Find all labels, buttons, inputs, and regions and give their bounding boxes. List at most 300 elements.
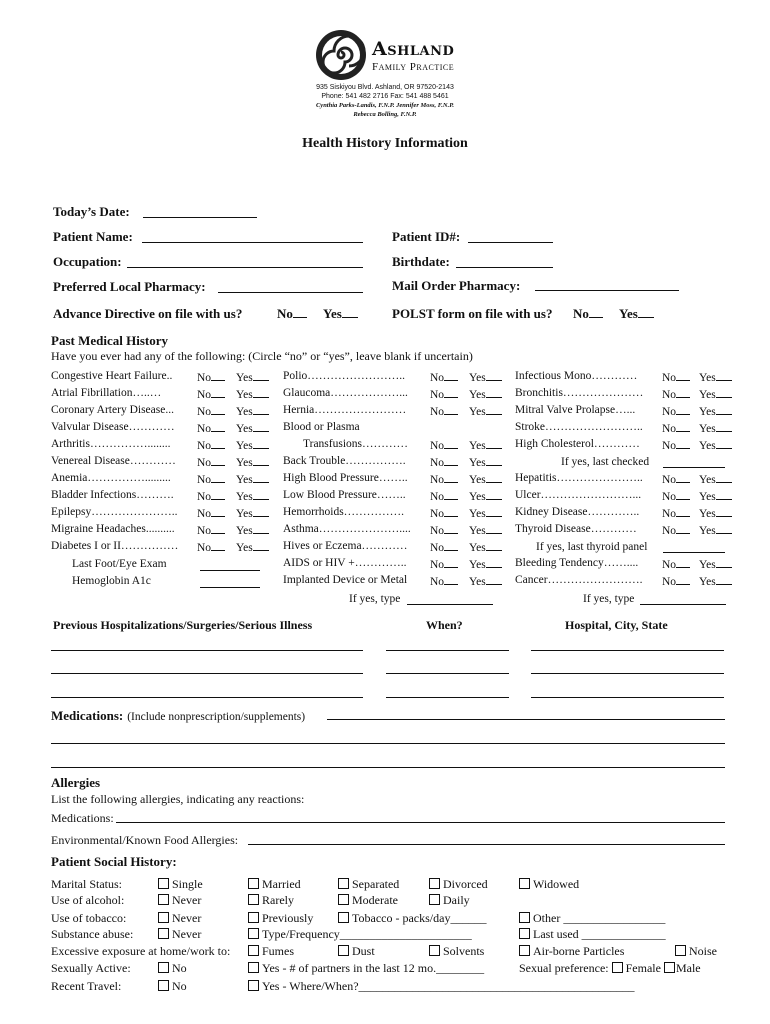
pmh-yes-option[interactable] <box>236 387 269 401</box>
hosp-line-2a[interactable] <box>51 673 363 674</box>
advance-yes[interactable] <box>323 306 358 322</box>
pmh-yes-option[interactable] <box>699 404 732 418</box>
hosp-when: When? <box>426 618 463 632</box>
exposure-solvents[interactable] <box>429 944 484 959</box>
yes-label: Yes <box>469 406 486 418</box>
mail-pharmacy-field[interactable] <box>535 290 679 291</box>
no-label: No <box>662 491 677 503</box>
no-label: No <box>662 474 677 486</box>
pmh-yes-option[interactable] <box>699 438 732 452</box>
yes-label: Yes <box>699 508 716 520</box>
sexual-preference <box>519 961 701 976</box>
yes-label: Yes <box>236 474 253 486</box>
no-label: No <box>662 508 677 520</box>
pmh-yes-option[interactable] <box>699 421 732 435</box>
pmh-no-option[interactable] <box>430 455 458 469</box>
implant-type-label: If yes, type <box>349 593 401 605</box>
hosp-title: Previous Hospitalizations/Surgeries/Serious Illness <box>53 618 313 632</box>
allergies-environmental-label: Environmental/Known Food Allergies: <box>51 833 239 847</box>
pmh-yes-option[interactable] <box>469 557 502 571</box>
checkbox-icon <box>248 962 259 973</box>
yes-label: Yes <box>236 389 253 401</box>
hosp-line-3a[interactable] <box>51 697 363 698</box>
pmh-yes-option[interactable] <box>469 472 502 486</box>
pmh-no-option[interactable] <box>197 489 225 503</box>
label: Married <box>262 877 301 891</box>
pmh-no-option[interactable] <box>430 489 458 503</box>
yes-label: Yes <box>469 559 486 571</box>
pmh-no-option[interactable] <box>430 370 458 384</box>
pmh-condition-label: Hernia…………………… <box>283 404 407 416</box>
pmh-no-option[interactable] <box>197 421 225 435</box>
pmh-yes-option[interactable] <box>236 540 269 554</box>
no-label: No <box>197 423 212 435</box>
pmh-no-option[interactable] <box>197 438 225 452</box>
yes-label: Yes <box>469 457 486 469</box>
hosp-line-1c[interactable] <box>531 650 724 651</box>
pmh-no-option[interactable] <box>197 472 225 486</box>
pmh-yes-option[interactable] <box>236 370 269 384</box>
pmh-no-option[interactable] <box>662 574 690 588</box>
exposure-fumes[interactable] <box>248 944 294 959</box>
checkbox-icon <box>248 894 259 905</box>
no-label: No <box>197 474 212 486</box>
pmh-condition-label: Back Trouble……………. <box>283 455 406 467</box>
no-label: No <box>662 559 677 571</box>
thyroid-panel-field[interactable] <box>663 552 725 553</box>
polst-no-label: No <box>573 306 589 321</box>
pmh-condition-label: Polio…………………….. <box>283 370 406 382</box>
pmh-condition-label: Diabetes I or II…………… <box>51 540 179 552</box>
yes-label: Yes <box>469 508 486 520</box>
label: Moderate <box>352 893 398 907</box>
pmh-condition-label: Valvular Disease………… <box>51 421 175 433</box>
label: Solvents <box>443 944 485 958</box>
alcohol-label: Use of alcohol: <box>51 893 125 907</box>
preference-female[interactable] <box>612 961 661 975</box>
allergies-medications-label: Medications: <box>51 811 114 825</box>
pharmacy-label: Preferred Local Pharmacy: <box>53 279 206 294</box>
yes-label: Yes <box>236 508 253 520</box>
sexually-partners[interactable] <box>248 961 484 976</box>
pmh-condition-label: Glaucoma………………... <box>283 387 408 399</box>
checkbox-icon <box>429 945 440 956</box>
todays-date-field[interactable] <box>143 217 257 218</box>
pmh-yes-option[interactable] <box>236 421 269 435</box>
pmh-no-option[interactable] <box>430 540 458 554</box>
pmh-condition-label: Anemia……………......... <box>51 472 171 484</box>
pmh-yes-option[interactable] <box>699 489 732 503</box>
pmh-condition-label: Bladder Infections………. <box>51 489 174 501</box>
label: Tobacco - packs/day______ <box>352 911 487 925</box>
pmh-condition-label: Bleeding Tendency…….... <box>515 557 639 569</box>
pmh-no-option[interactable] <box>430 557 458 571</box>
alcohol-moderate[interactable] <box>338 893 398 908</box>
allergies-environmental-field[interactable] <box>248 844 725 845</box>
checkbox-icon <box>248 878 259 889</box>
yes-label: Yes <box>699 474 716 486</box>
pmh-no-option[interactable] <box>662 387 690 401</box>
checkbox-icon <box>612 962 623 973</box>
implant-type-field[interactable] <box>407 604 493 605</box>
label: Widowed <box>533 877 580 891</box>
clinic-logo <box>314 28 368 82</box>
yes-label: Yes <box>699 525 716 537</box>
tobacco-never[interactable] <box>158 911 201 926</box>
clinic-address: 935 Siskiyou Blvd. Ashland, OR 97520-2143 <box>316 84 454 91</box>
pmh-yes-option[interactable] <box>236 472 269 486</box>
pmh-condition-label: Hemorrhoids……………. <box>283 506 405 518</box>
checkbox-icon <box>248 928 259 939</box>
exposure-label: Excessive exposure at home/work to: <box>51 944 231 958</box>
no-label: No <box>430 559 445 571</box>
no-label: No <box>430 389 445 401</box>
hosp-line-3c[interactable] <box>531 697 724 698</box>
yes-label: Yes <box>236 406 253 418</box>
clinic-subtitle: Family Practice <box>372 61 455 73</box>
pmh-yes-option[interactable] <box>699 523 732 537</box>
pmh-yes-option[interactable] <box>699 370 732 384</box>
marital-divorced[interactable] <box>429 877 488 892</box>
travel-no[interactable] <box>158 979 187 994</box>
pmh-yes-option[interactable] <box>469 523 502 537</box>
medications-field-1[interactable] <box>327 719 725 720</box>
allergies-instructions: List the following allergies, indicating any reactions: <box>51 792 305 806</box>
pmh-condition-label: Hives or Eczema………… <box>283 540 408 552</box>
pmh-no-option[interactable] <box>197 540 225 554</box>
pmh-yes-option[interactable] <box>469 455 502 469</box>
birthdate-field[interactable] <box>456 267 553 268</box>
pmh-condition-label: Epilepsy………………….. <box>51 506 178 518</box>
pmh-condition-label: Coronary Artery Disease... <box>51 404 174 416</box>
checkbox-icon <box>248 912 259 923</box>
no-label: No <box>430 440 445 452</box>
todays-date-label: Today’s Date: <box>53 204 130 219</box>
checkbox-icon <box>158 962 169 973</box>
advance-directive-label: Advance Directive on file with us? <box>53 306 243 321</box>
pmh-condition-label: Infectious Mono………… <box>515 370 638 382</box>
clinic-providers-2: Rebecca Bolling, F.N.P. <box>353 111 417 118</box>
yes-label: Yes <box>469 491 486 503</box>
checkbox-icon <box>338 945 349 956</box>
pmh-condition-label: Venereal Disease………… <box>51 455 176 467</box>
pmh-yes-option[interactable] <box>469 506 502 520</box>
pmh-no-option[interactable] <box>197 455 225 469</box>
hosp-line-1a[interactable] <box>51 650 363 651</box>
hemoglobin-field[interactable] <box>200 587 260 588</box>
advance-yes-label: Yes <box>323 306 342 321</box>
travel-where[interactable] <box>248 979 635 994</box>
pmh-yes-option[interactable] <box>236 489 269 503</box>
checkbox-icon <box>429 894 440 905</box>
no-label: No <box>662 389 677 401</box>
no-label: No <box>430 525 445 537</box>
advance-no[interactable] <box>277 306 307 322</box>
hosp-line-2b[interactable] <box>386 673 509 674</box>
pmh-yes-option[interactable] <box>699 557 732 571</box>
checkbox-icon <box>248 945 259 956</box>
hemoglobin-label: Hemoglobin A1c <box>72 575 151 587</box>
exposure-airborne[interactable] <box>519 944 624 959</box>
no-label: No <box>197 457 212 469</box>
pmh-condition-label: Asthma………………….... <box>283 523 411 535</box>
patient-name-label: Patient Name: <box>53 229 133 244</box>
polst-yes[interactable] <box>619 306 654 322</box>
marital-single[interactable] <box>158 877 203 892</box>
pmh-no-option[interactable] <box>662 489 690 503</box>
hosp-line-2c[interactable] <box>531 673 724 674</box>
pmh-yes-option[interactable] <box>236 523 269 537</box>
occupation-label: Occupation: <box>53 254 122 269</box>
no-label: No <box>430 474 445 486</box>
substance-type[interactable] <box>248 927 472 942</box>
pmh-condition-label: High Cholesterol………… <box>515 438 640 450</box>
yes-label: Yes <box>469 389 486 401</box>
pmh-instructions: Have you ever had any of the following: (Circle “no” or “yes”, leave blank if uncertain) <box>51 349 473 363</box>
yes-label: Yes <box>236 440 253 452</box>
yes-label: Yes <box>236 491 253 503</box>
pmh-no-option[interactable] <box>197 404 225 418</box>
no-label: No <box>430 372 445 384</box>
label: Dust <box>352 944 375 958</box>
no-label: No <box>430 508 445 520</box>
no-label: No <box>197 491 212 503</box>
preference-male[interactable] <box>664 961 701 975</box>
label: Other _________________ <box>533 911 666 925</box>
marital-widowed[interactable] <box>519 877 579 892</box>
label: Rarely <box>262 893 294 907</box>
pmh-condition-label: AIDS or HIV +………….. <box>283 557 407 569</box>
yes-label: Yes <box>469 525 486 537</box>
pmh-no-option[interactable] <box>430 523 458 537</box>
tobacco-other[interactable] <box>519 911 665 926</box>
sexually-label: Sexually Active: <box>51 961 131 975</box>
travel-label: Recent Travel: <box>51 979 122 993</box>
pmh-condition-label: Ulcer……………………... <box>515 489 642 501</box>
label: Single <box>172 877 203 891</box>
pharmacy-field[interactable] <box>218 292 363 293</box>
label: Never <box>172 911 202 925</box>
cancer-type-field[interactable] <box>640 604 726 605</box>
advance-no-label: No <box>277 306 293 321</box>
label: No <box>172 961 187 975</box>
substance-last-used[interactable] <box>519 927 666 942</box>
no-label: No <box>662 423 677 435</box>
medications-label: Medications: <box>51 708 124 723</box>
exposure-noise[interactable] <box>675 944 717 959</box>
pmh-condition-label: Kidney Disease………….. <box>515 506 640 518</box>
label: Never <box>172 893 202 907</box>
label: Divorced <box>443 877 488 891</box>
pmh-yes-option[interactable] <box>469 370 502 384</box>
checkbox-icon <box>338 878 349 889</box>
tobacco-previously[interactable] <box>248 911 313 926</box>
pmh-condition-label: Stroke…………………….. <box>515 421 643 433</box>
pmh-yes-option[interactable] <box>236 455 269 469</box>
pmh-yes-option[interactable] <box>469 404 502 418</box>
pmh-condition-label: Atrial Fibrillation…..… <box>51 387 162 399</box>
pmh-condition-label: Migraine Headaches.......... <box>51 523 175 535</box>
pmh-condition-label: Blood or Plasma <box>283 421 360 433</box>
pmh-yes-option[interactable] <box>699 387 732 401</box>
thyroid-panel-label: If yes, last thyroid panel <box>536 541 648 553</box>
pmh-no-option[interactable] <box>430 506 458 520</box>
yes-label: Yes <box>236 372 253 384</box>
pmh-yes-option[interactable] <box>236 404 269 418</box>
patient-id-field[interactable] <box>468 242 553 243</box>
label: No <box>172 979 187 993</box>
marital-married[interactable] <box>248 877 301 892</box>
no-label: No <box>430 576 445 588</box>
no-label: No <box>662 576 677 588</box>
pmh-condition-label: Arthritis……………........ <box>51 438 171 450</box>
cholesterol-checked-field[interactable] <box>663 467 725 468</box>
substance-never[interactable] <box>158 927 201 942</box>
checkbox-icon <box>248 980 259 991</box>
checkbox-icon <box>675 945 686 956</box>
yes-label: Yes <box>699 559 716 571</box>
pmh-no-option[interactable] <box>430 574 458 588</box>
checkbox-icon <box>158 928 169 939</box>
checkbox-icon <box>158 912 169 923</box>
pmh-yes-option[interactable] <box>469 387 502 401</box>
pmh-yes-option[interactable] <box>699 506 732 520</box>
checkbox-icon <box>519 878 530 889</box>
checkbox-icon <box>158 980 169 991</box>
pmh-no-option[interactable] <box>662 438 690 452</box>
pmh-yes-option[interactable] <box>469 540 502 554</box>
checkbox-icon <box>519 928 530 939</box>
pmh-yes-option[interactable] <box>699 472 732 486</box>
pmh-condition-label: Low Blood Pressure…….. <box>283 489 406 501</box>
yes-label: Yes <box>699 423 716 435</box>
no-label: No <box>197 389 212 401</box>
yes-label: Yes <box>699 372 716 384</box>
yes-label: Yes <box>236 525 253 537</box>
polst-label: POLST form on file with us? <box>392 306 553 321</box>
page-title: Health History Information <box>302 136 468 151</box>
marital-label: Marital Status: <box>51 877 122 891</box>
pmh-no-option[interactable] <box>197 370 225 384</box>
pmh-yes-option[interactable] <box>699 574 732 588</box>
alcohol-daily[interactable] <box>429 893 470 908</box>
no-label: No <box>430 457 445 469</box>
sexually-no[interactable] <box>158 961 187 976</box>
no-label: No <box>197 508 212 520</box>
pmh-no-option[interactable] <box>662 557 690 571</box>
yes-label: Yes <box>236 423 253 435</box>
pmh-yes-option[interactable] <box>469 574 502 588</box>
yes-label: Yes <box>469 372 486 384</box>
pmh-no-option[interactable] <box>662 404 690 418</box>
pmh-title: Past Medical History <box>51 333 168 348</box>
yes-label: Yes <box>469 440 486 452</box>
pmh-condition-label: High Blood Pressure…….. <box>283 472 408 484</box>
no-label: No <box>662 440 677 452</box>
label: Separated <box>352 877 400 891</box>
pmh-no-option[interactable] <box>430 387 458 401</box>
pmh-no-option[interactable] <box>430 438 458 452</box>
medications-field-3[interactable] <box>51 767 725 768</box>
pmh-no-option[interactable] <box>197 506 225 520</box>
pmh-no-option[interactable] <box>662 421 690 435</box>
allergies-medications-field[interactable] <box>116 822 725 823</box>
label: Male <box>675 961 701 975</box>
no-label: No <box>197 542 212 554</box>
no-label: No <box>662 525 677 537</box>
cholesterol-checked-label: If yes, last checked <box>561 456 650 468</box>
pmh-no-option[interactable] <box>430 404 458 418</box>
pmh-no-option[interactable] <box>197 387 225 401</box>
preference-label: Sexual preference: <box>519 961 609 975</box>
no-label: No <box>662 406 677 418</box>
yes-label: Yes <box>699 406 716 418</box>
no-label: No <box>197 372 212 384</box>
pmh-no-option[interactable] <box>662 370 690 384</box>
checkbox-icon <box>429 878 440 889</box>
pmh-yes-option[interactable] <box>469 489 502 503</box>
yes-label: Yes <box>699 440 716 452</box>
tobacco-packs[interactable] <box>338 911 486 926</box>
yes-label: Yes <box>469 576 486 588</box>
exposure-dust[interactable] <box>338 944 375 959</box>
hosp-line-1b[interactable] <box>386 650 509 651</box>
mail-pharmacy-label: Mail Order Pharmacy: <box>392 278 521 293</box>
label: Never <box>172 927 202 941</box>
pmh-yes-option[interactable] <box>469 438 502 452</box>
pmh-condition-label: Cancer……………………. <box>515 574 643 586</box>
pmh-condition-label: Bronchitis………………… <box>515 387 644 399</box>
alcohol-rarely[interactable] <box>248 893 294 908</box>
label: Last used ______________ <box>533 927 666 941</box>
yes-label: Yes <box>469 474 486 486</box>
patient-name-field[interactable] <box>142 242 363 243</box>
no-label: No <box>430 491 445 503</box>
pmh-no-option[interactable] <box>430 472 458 486</box>
no-label: No <box>197 406 212 418</box>
no-label: No <box>197 440 212 452</box>
pmh-no-option[interactable] <box>662 472 690 486</box>
pmh-no-option[interactable] <box>662 523 690 537</box>
medications-note: (Include nonprescription/supplements) <box>127 711 306 723</box>
polst-no[interactable] <box>573 306 603 322</box>
birthdate-label: Birthdate: <box>392 254 450 269</box>
marital-separated[interactable] <box>338 877 399 892</box>
clinic-phone-fax: Phone: 541 482 2716 Fax: 541 488 5461 <box>321 93 449 100</box>
alcohol-never[interactable] <box>158 893 201 908</box>
last-foot-eye-exam-field[interactable] <box>200 570 260 571</box>
allergies-title: Allergies <box>51 775 101 790</box>
hosp-line-3b[interactable] <box>386 697 509 698</box>
pmh-condition-label: Congestive Heart Failure.. <box>51 370 173 382</box>
label: Previously <box>262 911 314 925</box>
medications-field-2[interactable] <box>51 743 725 744</box>
yes-label: Yes <box>699 491 716 503</box>
occupation-field[interactable] <box>127 267 363 268</box>
pmh-no-option[interactable] <box>662 506 690 520</box>
clinic-providers-1: Cynthia Parks-Landis, F.N.P. Jennifer Moss, F.N.P. <box>315 102 455 109</box>
checkbox-icon <box>158 878 169 889</box>
yes-label: Yes <box>236 457 253 469</box>
pmh-yes-option[interactable] <box>236 438 269 452</box>
no-label: No <box>430 406 445 418</box>
pmh-no-option[interactable] <box>197 523 225 537</box>
tobacco-label: Use of tobacco: <box>51 911 127 925</box>
checkbox-icon <box>338 894 349 905</box>
pmh-yes-option[interactable] <box>236 506 269 520</box>
pmh-condition-label: Hepatitis………………….. <box>515 472 643 484</box>
checkbox-icon <box>158 894 169 905</box>
